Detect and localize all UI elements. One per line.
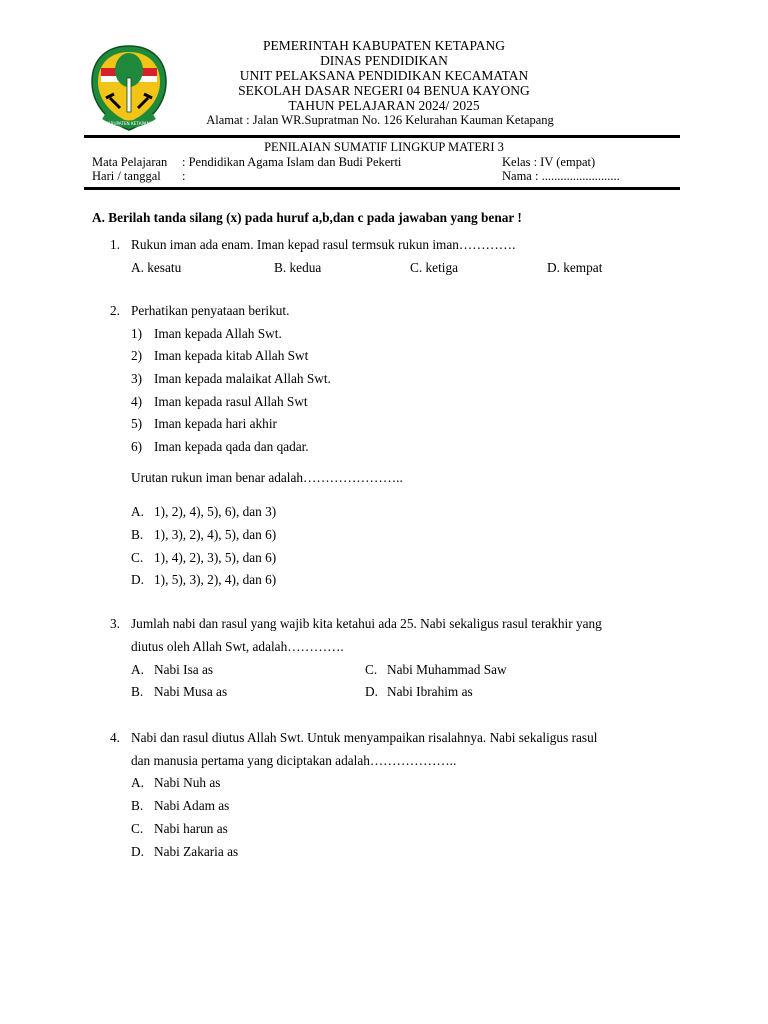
name-label: Nama : ......................... [502, 169, 620, 183]
option-c-letter[interactable]: C. [131, 550, 144, 565]
school-address: Alamat : Jalan WR.Supratman No. 126 Kelurahan Kauman Ketapang [206, 113, 554, 127]
option-a[interactable]: A. kesatu [131, 260, 182, 275]
section-instruction: A. Berilah tanda silang (x) pada huruf a,b,dan c pada jawaban yang benar ! [92, 210, 522, 225]
subject-label: Mata Pelajaran [92, 155, 168, 169]
option-a-letter[interactable]: A. [131, 662, 144, 677]
option-c[interactable]: Nabi Muhammad Saw [387, 662, 507, 677]
question-text: Perhatikan penyataan berikut. [131, 303, 290, 318]
question-number: 4. [110, 730, 120, 745]
option-d-letter[interactable]: D. [131, 844, 144, 859]
option-c[interactable]: 1), 4), 2), 3), 5), dan 6) [154, 550, 277, 565]
statement-number: 1) [131, 326, 143, 341]
header-line-school: SEKOLAH DASAR NEGERI 04 BENUA KAYONG [238, 83, 530, 98]
option-a[interactable]: 1), 2), 4), 5), 6), dan 3) [154, 504, 277, 519]
option-d-letter[interactable]: D. [365, 684, 378, 699]
statement-text: Iman kepada rasul Allah Swt [154, 394, 308, 409]
question-number: 1. [110, 237, 120, 252]
option-b[interactable]: Nabi Musa as [154, 684, 228, 699]
question-prompt: Urutan rukun iman benar adalah………………….. [131, 470, 403, 485]
day-label: Hari / tanggal [92, 169, 161, 183]
statement-number: 5) [131, 416, 143, 431]
statement-number: 3) [131, 371, 143, 386]
option-d-letter[interactable]: D. [131, 572, 144, 587]
option-b-letter[interactable]: B. [131, 684, 144, 699]
option-c[interactable]: Nabi harun as [154, 821, 228, 836]
info-divider [84, 187, 680, 190]
header-line-unit: UNIT PELAKSANA PENDIDIKAN KECAMATAN [239, 68, 529, 83]
statement-text: Iman kepada kitab Allah Swt [154, 348, 309, 363]
question-text: Rukun iman ada enam. Iman kepad rasul termsuk rukun iman…………. [131, 237, 516, 252]
header-divider [84, 135, 680, 138]
question-number: 2. [110, 303, 120, 318]
statement-text: Iman kepada Allah Swt. [154, 326, 282, 341]
question-text: Jumlah nabi dan rasul yang wajib kita ketahui ada 25. Nabi sekaligus rasul terakhir yang [131, 616, 602, 631]
option-a[interactable]: Nabi Isa as [154, 662, 214, 677]
option-c-letter[interactable]: C. [365, 662, 378, 677]
option-b[interactable]: B. kedua [274, 260, 322, 275]
statement-number: 6) [131, 439, 143, 454]
option-d[interactable]: Nabi Zakaria as [154, 844, 239, 859]
exam-title: PENILAIAN SUMATIF LINGKUP MATERI 3 [264, 140, 504, 154]
option-c[interactable]: C. ketiga [410, 260, 459, 275]
day-value: : [182, 169, 186, 183]
option-a-letter[interactable]: A. [131, 775, 144, 790]
option-b-letter[interactable]: B. [131, 527, 144, 542]
question-text: Nabi dan rasul diutus Allah Swt. Untuk menyampaikan risalahnya. Nabi sekaligus rasul [131, 730, 598, 745]
option-d[interactable]: 1), 5), 3), 2), 4), dan 6) [154, 572, 277, 587]
question-text-continued: diutus oleh Allah Swt, adalah…………. [131, 639, 344, 654]
option-c-letter[interactable]: C. [131, 821, 144, 836]
option-a-letter[interactable]: A. [131, 504, 144, 519]
subject-value: : Pendidikan Agama Islam dan Budi Pekerti [182, 155, 402, 169]
statement-text: Iman kepada qada dan qadar. [154, 439, 309, 454]
option-b-letter[interactable]: B. [131, 798, 144, 813]
question-number: 3. [110, 616, 120, 631]
class-label: Kelas : IV (empat) [502, 155, 596, 169]
option-b[interactable]: Nabi Adam as [154, 798, 230, 813]
statement-number: 4) [131, 394, 143, 409]
option-d[interactable]: D. kempat [547, 260, 603, 275]
header-line-government: PEMERINTAH KABUPATEN KETAPANG [262, 38, 506, 53]
option-d[interactable]: Nabi Ibrahim as [387, 684, 473, 699]
header-line-year: TAHUN PELAJARAN 2024/ 2025 [288, 98, 480, 113]
question-text-continued: dan manusia pertama yang diciptakan adalah……………….. [131, 753, 457, 768]
statement-text: Iman kepada malaikat Allah Swt. [154, 371, 331, 386]
header-line-department: DINAS PENDIDIKAN [320, 53, 448, 68]
option-b[interactable]: 1), 3), 2), 4), 5), dan 6) [154, 527, 277, 542]
option-a[interactable]: Nabi Nuh as [154, 775, 221, 790]
statement-text: Iman kepada hari akhir [154, 416, 277, 431]
svg-text:KABUPATEN KETAPANG: KABUPATEN KETAPANG [105, 121, 153, 126]
statement-number: 2) [131, 348, 143, 363]
